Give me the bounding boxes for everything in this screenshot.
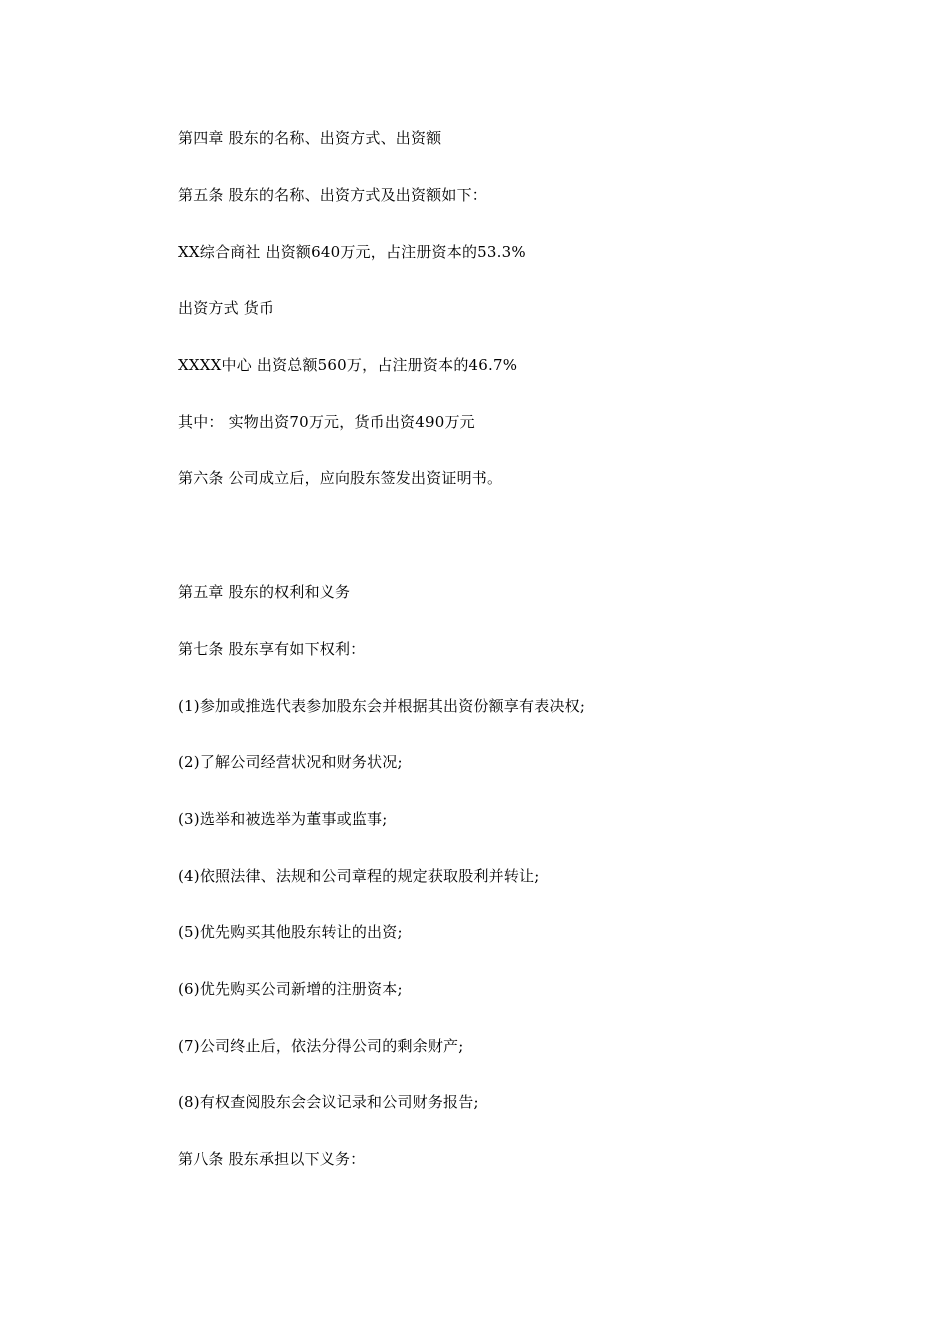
right-item-8: (8)有权查阅股东会会议记录和公司财务报告; bbox=[178, 1093, 479, 1111]
article-5-heading: 第五条 股东的名称、出资方式及出资额如下： bbox=[178, 186, 487, 204]
right-item-2: (2)了解公司经营状况和财务状况; bbox=[178, 753, 403, 771]
shareholder-2-contribution: XXXX中心 出资总额560万，占注册资本的46.7% bbox=[178, 356, 518, 374]
shareholder-2-breakdown: 其中： 实物出资70万元，货币出资490万元 bbox=[178, 413, 475, 431]
chapter-5-heading: 第五章 股东的权利和义务 bbox=[178, 583, 351, 601]
article-8-heading: 第八条 股东承担以下义务： bbox=[178, 1150, 366, 1168]
shareholder-1-method: 出资方式 货币 bbox=[178, 299, 275, 317]
right-item-5: (5)优先购买其他股东转让的出资; bbox=[178, 923, 403, 941]
right-item-7: (7)公司终止后，依法分得公司的剩余财产; bbox=[178, 1037, 464, 1055]
article-7-heading: 第七条 股东享有如下权利： bbox=[178, 640, 366, 658]
right-item-1: (1)参加或推选代表参加股东会并根据其出资份额享有表决权; bbox=[178, 697, 586, 715]
chapter-4-heading: 第四章 股东的名称、出资方式、出资额 bbox=[178, 129, 442, 147]
shareholder-1-contribution: XX综合商社 出资额640万元，占注册资本的53.3% bbox=[178, 243, 526, 261]
article-6-text: 第六条 公司成立后，应向股东签发出资证明书。 bbox=[178, 469, 503, 487]
right-item-3: (3)选举和被选举为董事或监事; bbox=[178, 810, 388, 828]
right-item-6: (6)优先购买公司新增的注册资本; bbox=[178, 980, 403, 998]
right-item-4: (4)依照法律、法规和公司章程的规定获取股利并转让; bbox=[178, 867, 540, 885]
